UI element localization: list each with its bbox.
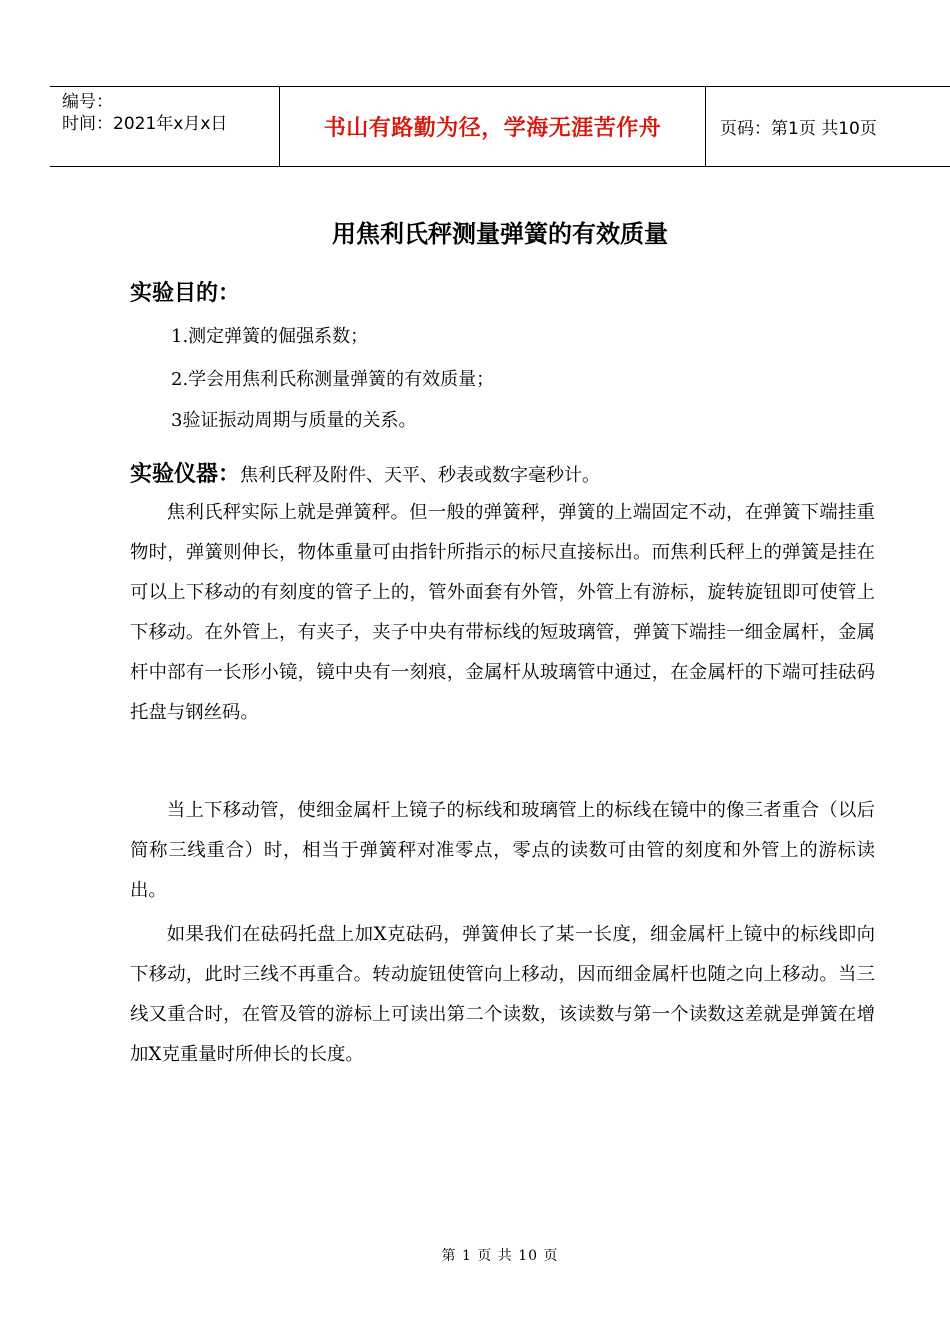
page-footer: 第 1 页 共 10 页 [441,1248,559,1264]
instruments-text: 焦利氏秤及附件、天平、秒表或数字毫秒计。 [240,465,601,486]
paragraph-2: 当上下移动管，使细金属杆上镜子的标线和玻璃管上的标线在镜中的像三者重合（以后简称三线重合）时，相当于弹簧秤对准零点，零点的读数可由管的刻度和外管上的游标读出。 [130,800,875,901]
purpose-item-1: 1.测定弹簧的倔强系数； [171,326,369,347]
document-title: 用焦利氏秤测量弹簧的有效质量 [332,220,668,248]
paragraph-1: 焦利氏秤实际上就是弹簧秤。但一般的弹簧秤，弹簧的上端固定不动，在弹簧下端挂重物时，弹簧则伸长，物体重量可由指针所指示的标尺直接标出。而焦利氏秤上的弹簧是挂在可以上下移动的有刻度的管子上的，管外面套有外管，外管上有游标，旋转旋钮即可使管上下移动。在外管上，有夹子，夹子中央有带标线的短玻璃管，弹簧下端挂一细金属杆，金属杆中部有一长形小镜，镜中央有一刻痕，金属杆从玻璃管中通过，在金属杆的下端可挂砝码托盘与钢丝码。 [130,502,875,723]
header-page-info: 页码：第1页 共10页 [720,119,877,139]
date-label: 时间：2021年x月x日 [62,114,228,134]
instruments-line [130,457,600,488]
purpose-item-2: 2.学会用焦利氏称测量弹簧的有效质量； [171,369,495,390]
header-motto: 书山有路勤为径，学海无涯苦作舟 [280,87,706,166]
purpose-item-3: 3验证振动周期与质量的关系。 [171,410,417,431]
instruments-heading: 实验仪器： [130,462,241,487]
number-label: 编号： [62,92,113,112]
purpose-heading: 实验目的： [130,281,241,306]
header-meta [50,87,280,166]
paragraph-3: 如果我们在砝码托盘上加X克砝码，弹簧伸长了某一长度，细金属杆上镜中的标线即向下移动，此时三线不再重合。转动旋钮使管向上移动，因而细金属杆也随之向上移动。当三线又重合时，在管及管的游标上可读出第二个读数，该读数与第一个读数这差就是弹簧在增加X克重量时所伸长的长度。 [130,924,875,1065]
page-header [50,86,950,167]
